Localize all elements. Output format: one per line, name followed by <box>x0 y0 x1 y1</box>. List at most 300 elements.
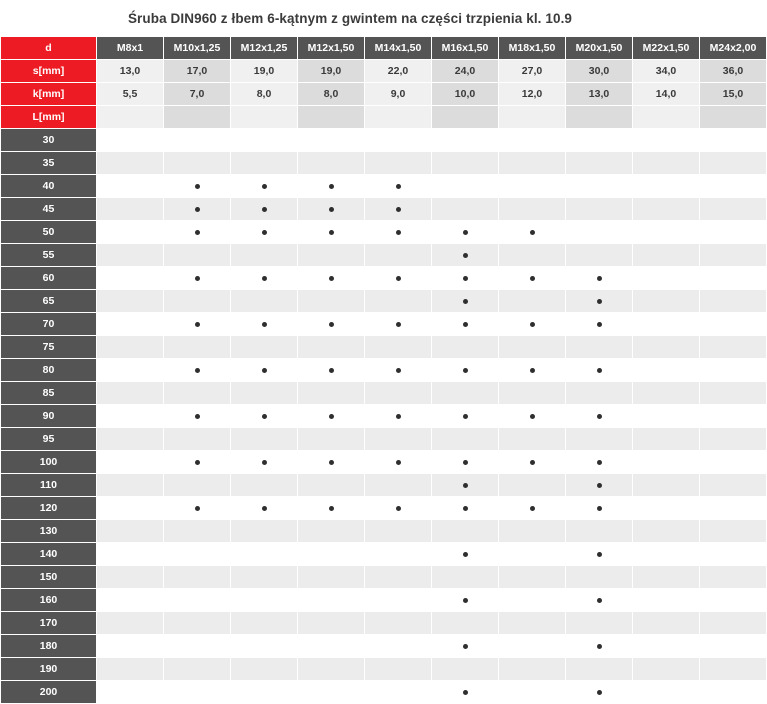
availability-cell-22-8 <box>633 635 700 658</box>
availability-cell-1-0 <box>97 152 164 175</box>
availability-dot <box>530 368 535 373</box>
k-value-8: 14,0 <box>633 83 700 106</box>
table-row <box>1 589 767 612</box>
availability-dot <box>195 276 200 281</box>
availability-cell-7-7 <box>566 290 633 313</box>
k-value-3: 8,0 <box>298 83 365 106</box>
availability-cell-13-5 <box>432 428 499 451</box>
table-row <box>1 336 767 359</box>
availability-cell-4-6 <box>499 221 566 244</box>
availability-cell-2-6 <box>499 175 566 198</box>
availability-cell-4-5 <box>432 221 499 244</box>
availability-cell-16-6 <box>499 497 566 520</box>
table-row <box>1 474 767 497</box>
availability-cell-15-7 <box>566 474 633 497</box>
availability-cell-21-5 <box>432 612 499 635</box>
availability-cell-14-1 <box>164 451 231 474</box>
L-header-spacer-8 <box>633 106 700 129</box>
availability-cell-15-0 <box>97 474 164 497</box>
row-label-k: k[mm] <box>1 83 97 106</box>
availability-cell-16-4 <box>365 497 432 520</box>
availability-cell-14-4 <box>365 451 432 474</box>
availability-dot <box>195 184 200 189</box>
availability-cell-23-2 <box>231 658 298 681</box>
table-header-row-d <box>1 37 767 60</box>
availability-dot <box>262 230 267 235</box>
column-header-0: M8x1 <box>97 37 164 60</box>
length-label-16: 120 <box>1 497 97 520</box>
availability-cell-2-8 <box>633 175 700 198</box>
L-header-spacer-3 <box>298 106 365 129</box>
availability-cell-6-4 <box>365 267 432 290</box>
table-row <box>1 244 767 267</box>
availability-cell-21-0 <box>97 612 164 635</box>
length-label-2: 40 <box>1 175 97 198</box>
length-label-24: 200 <box>1 681 97 704</box>
availability-dot <box>463 460 468 465</box>
availability-cell-6-3 <box>298 267 365 290</box>
length-label-19: 150 <box>1 566 97 589</box>
length-label-21: 170 <box>1 612 97 635</box>
availability-dot <box>463 690 468 695</box>
availability-cell-3-5 <box>432 198 499 221</box>
table-row <box>1 635 767 658</box>
availability-cell-15-6 <box>499 474 566 497</box>
availability-cell-13-3 <box>298 428 365 451</box>
availability-cell-19-1 <box>164 566 231 589</box>
length-label-14: 100 <box>1 451 97 474</box>
availability-cell-0-7 <box>566 129 633 152</box>
availability-cell-20-1 <box>164 589 231 612</box>
table-row <box>1 382 767 405</box>
availability-cell-10-3 <box>298 359 365 382</box>
availability-cell-5-0 <box>97 244 164 267</box>
s-value-1: 17,0 <box>164 60 231 83</box>
availability-cell-11-4 <box>365 382 432 405</box>
availability-cell-23-8 <box>633 658 700 681</box>
availability-cell-13-7 <box>566 428 633 451</box>
availability-cell-14-2 <box>231 451 298 474</box>
length-label-7: 65 <box>1 290 97 313</box>
L-header-spacer-7 <box>566 106 633 129</box>
column-header-1: M10x1,25 <box>164 37 231 60</box>
availability-cell-22-7 <box>566 635 633 658</box>
availability-cell-21-8 <box>633 612 700 635</box>
availability-cell-5-4 <box>365 244 432 267</box>
length-label-8: 70 <box>1 313 97 336</box>
table-row <box>1 497 767 520</box>
availability-cell-1-3 <box>298 152 365 175</box>
availability-dot <box>463 322 468 327</box>
availability-cell-4-4 <box>365 221 432 244</box>
availability-cell-19-8 <box>633 566 700 589</box>
availability-dot <box>329 184 334 189</box>
table-row <box>1 520 767 543</box>
availability-cell-20-9 <box>700 589 767 612</box>
availability-cell-17-1 <box>164 520 231 543</box>
availability-cell-23-0 <box>97 658 164 681</box>
availability-cell-2-0 <box>97 175 164 198</box>
availability-cell-8-9 <box>700 313 767 336</box>
column-header-2: M12x1,25 <box>231 37 298 60</box>
length-label-12: 90 <box>1 405 97 428</box>
availability-dot <box>597 644 602 649</box>
availability-cell-6-0 <box>97 267 164 290</box>
availability-cell-7-6 <box>499 290 566 313</box>
length-label-9: 75 <box>1 336 97 359</box>
table-row <box>1 221 767 244</box>
availability-dot <box>597 460 602 465</box>
availability-cell-19-9 <box>700 566 767 589</box>
availability-cell-19-7 <box>566 566 633 589</box>
availability-dot <box>195 322 200 327</box>
availability-dot <box>463 230 468 235</box>
availability-cell-5-1 <box>164 244 231 267</box>
availability-dot <box>262 368 267 373</box>
availability-dot <box>195 460 200 465</box>
availability-cell-1-4 <box>365 152 432 175</box>
s-value-2: 19,0 <box>231 60 298 83</box>
availability-dot <box>530 506 535 511</box>
availability-cell-8-7 <box>566 313 633 336</box>
availability-cell-23-7 <box>566 658 633 681</box>
availability-cell-14-0 <box>97 451 164 474</box>
availability-cell-22-5 <box>432 635 499 658</box>
availability-dot <box>597 276 602 281</box>
availability-cell-12-2 <box>231 405 298 428</box>
availability-dot <box>597 552 602 557</box>
availability-cell-11-7 <box>566 382 633 405</box>
availability-dot <box>329 460 334 465</box>
table-body <box>1 37 767 704</box>
table-row <box>1 313 767 336</box>
availability-cell-10-9 <box>700 359 767 382</box>
availability-cell-4-8 <box>633 221 700 244</box>
column-header-4: M14x1,50 <box>365 37 432 60</box>
availability-cell-18-0 <box>97 543 164 566</box>
availability-cell-4-3 <box>298 221 365 244</box>
availability-cell-1-8 <box>633 152 700 175</box>
column-header-5: M16x1,50 <box>432 37 499 60</box>
availability-cell-13-8 <box>633 428 700 451</box>
availability-cell-18-2 <box>231 543 298 566</box>
availability-dot <box>597 690 602 695</box>
column-header-3: M12x1,50 <box>298 37 365 60</box>
availability-cell-23-9 <box>700 658 767 681</box>
availability-cell-24-6 <box>499 681 566 704</box>
availability-cell-24-3 <box>298 681 365 704</box>
availability-dot <box>530 276 535 281</box>
availability-cell-8-4 <box>365 313 432 336</box>
availability-cell-12-7 <box>566 405 633 428</box>
table-row <box>1 359 767 382</box>
availability-cell-21-1 <box>164 612 231 635</box>
table-row-L-header <box>1 106 767 129</box>
availability-cell-15-5 <box>432 474 499 497</box>
k-value-1: 7,0 <box>164 83 231 106</box>
availability-cell-24-7 <box>566 681 633 704</box>
L-header-spacer-6 <box>499 106 566 129</box>
availability-cell-12-1 <box>164 405 231 428</box>
availability-cell-2-4 <box>365 175 432 198</box>
availability-dot <box>463 483 468 488</box>
availability-cell-8-3 <box>298 313 365 336</box>
table-row <box>1 267 767 290</box>
availability-dot <box>262 460 267 465</box>
table-row <box>1 405 767 428</box>
availability-dot <box>396 368 401 373</box>
s-value-4: 22,0 <box>365 60 432 83</box>
availability-cell-8-5 <box>432 313 499 336</box>
availability-cell-3-3 <box>298 198 365 221</box>
availability-dot <box>530 460 535 465</box>
availability-cell-18-6 <box>499 543 566 566</box>
availability-cell-22-3 <box>298 635 365 658</box>
availability-cell-6-6 <box>499 267 566 290</box>
availability-dot <box>195 506 200 511</box>
availability-dot <box>597 506 602 511</box>
availability-cell-13-2 <box>231 428 298 451</box>
s-value-8: 34,0 <box>633 60 700 83</box>
k-value-0: 5,5 <box>97 83 164 106</box>
availability-cell-3-8 <box>633 198 700 221</box>
availability-cell-13-4 <box>365 428 432 451</box>
availability-cell-12-8 <box>633 405 700 428</box>
availability-cell-19-3 <box>298 566 365 589</box>
availability-cell-22-2 <box>231 635 298 658</box>
table-row <box>1 428 767 451</box>
availability-cell-16-2 <box>231 497 298 520</box>
availability-dot <box>195 368 200 373</box>
availability-cell-9-8 <box>633 336 700 359</box>
availability-cell-19-5 <box>432 566 499 589</box>
availability-cell-21-3 <box>298 612 365 635</box>
availability-dot <box>463 299 468 304</box>
availability-dot <box>463 368 468 373</box>
L-header-spacer-2 <box>231 106 298 129</box>
availability-cell-9-6 <box>499 336 566 359</box>
availability-cell-22-1 <box>164 635 231 658</box>
length-label-20: 160 <box>1 589 97 612</box>
k-value-9: 15,0 <box>700 83 767 106</box>
availability-cell-24-2 <box>231 681 298 704</box>
availability-cell-13-1 <box>164 428 231 451</box>
availability-cell-21-2 <box>231 612 298 635</box>
L-header-spacer-5 <box>432 106 499 129</box>
availability-cell-11-5 <box>432 382 499 405</box>
length-label-15: 110 <box>1 474 97 497</box>
availability-cell-9-5 <box>432 336 499 359</box>
availability-dot <box>329 322 334 327</box>
s-value-6: 27,0 <box>499 60 566 83</box>
availability-cell-0-6 <box>499 129 566 152</box>
availability-cell-17-5 <box>432 520 499 543</box>
availability-cell-18-1 <box>164 543 231 566</box>
column-header-8: M22x1,50 <box>633 37 700 60</box>
availability-cell-6-5 <box>432 267 499 290</box>
availability-cell-7-2 <box>231 290 298 313</box>
k-value-6: 12,0 <box>499 83 566 106</box>
availability-cell-19-0 <box>97 566 164 589</box>
availability-cell-21-9 <box>700 612 767 635</box>
availability-dot <box>463 644 468 649</box>
availability-dot <box>396 207 401 212</box>
availability-cell-3-2 <box>231 198 298 221</box>
availability-cell-17-2 <box>231 520 298 543</box>
availability-cell-8-6 <box>499 313 566 336</box>
availability-cell-17-3 <box>298 520 365 543</box>
availability-cell-18-7 <box>566 543 633 566</box>
availability-cell-1-7 <box>566 152 633 175</box>
availability-cell-2-5 <box>432 175 499 198</box>
availability-dot <box>530 322 535 327</box>
availability-cell-19-4 <box>365 566 432 589</box>
availability-cell-24-5 <box>432 681 499 704</box>
availability-cell-22-9 <box>700 635 767 658</box>
availability-cell-10-4 <box>365 359 432 382</box>
availability-cell-11-3 <box>298 382 365 405</box>
availability-dot <box>262 322 267 327</box>
availability-cell-6-2 <box>231 267 298 290</box>
s-value-9: 36,0 <box>700 60 767 83</box>
availability-cell-17-0 <box>97 520 164 543</box>
availability-cell-2-9 <box>700 175 767 198</box>
availability-cell-18-5 <box>432 543 499 566</box>
availability-dot <box>597 483 602 488</box>
availability-cell-22-6 <box>499 635 566 658</box>
availability-cell-5-2 <box>231 244 298 267</box>
availability-cell-16-7 <box>566 497 633 520</box>
availability-cell-20-7 <box>566 589 633 612</box>
availability-cell-0-1 <box>164 129 231 152</box>
availability-cell-14-3 <box>298 451 365 474</box>
availability-cell-12-0 <box>97 405 164 428</box>
availability-cell-3-0 <box>97 198 164 221</box>
availability-cell-11-6 <box>499 382 566 405</box>
availability-cell-11-1 <box>164 382 231 405</box>
availability-cell-11-9 <box>700 382 767 405</box>
availability-cell-24-4 <box>365 681 432 704</box>
availability-cell-10-5 <box>432 359 499 382</box>
availability-cell-17-4 <box>365 520 432 543</box>
row-label-L: L[mm] <box>1 106 97 129</box>
s-value-0: 13,0 <box>97 60 164 83</box>
availability-cell-9-3 <box>298 336 365 359</box>
length-label-23: 190 <box>1 658 97 681</box>
availability-cell-12-5 <box>432 405 499 428</box>
specification-table <box>0 36 767 704</box>
availability-cell-4-0 <box>97 221 164 244</box>
availability-cell-1-6 <box>499 152 566 175</box>
availability-cell-16-5 <box>432 497 499 520</box>
column-header-9: M24x2,00 <box>700 37 767 60</box>
availability-cell-15-8 <box>633 474 700 497</box>
availability-cell-7-8 <box>633 290 700 313</box>
table-row-s <box>1 60 767 83</box>
availability-cell-22-4 <box>365 635 432 658</box>
availability-cell-15-2 <box>231 474 298 497</box>
row-label-s: s[mm] <box>1 60 97 83</box>
availability-cell-15-9 <box>700 474 767 497</box>
availability-cell-6-9 <box>700 267 767 290</box>
availability-cell-2-1 <box>164 175 231 198</box>
availability-cell-23-5 <box>432 658 499 681</box>
availability-cell-18-3 <box>298 543 365 566</box>
availability-dot <box>262 506 267 511</box>
availability-cell-3-7 <box>566 198 633 221</box>
table-row <box>1 566 767 589</box>
availability-cell-0-5 <box>432 129 499 152</box>
availability-cell-5-9 <box>700 244 767 267</box>
availability-cell-16-3 <box>298 497 365 520</box>
availability-cell-16-9 <box>700 497 767 520</box>
availability-cell-7-1 <box>164 290 231 313</box>
availability-dot <box>329 368 334 373</box>
length-label-1: 35 <box>1 152 97 175</box>
availability-cell-1-1 <box>164 152 231 175</box>
availability-cell-1-9 <box>700 152 767 175</box>
availability-dot <box>195 230 200 235</box>
availability-cell-3-1 <box>164 198 231 221</box>
availability-dot <box>463 414 468 419</box>
availability-cell-16-1 <box>164 497 231 520</box>
availability-dot <box>329 414 334 419</box>
length-label-18: 140 <box>1 543 97 566</box>
availability-dot <box>329 207 334 212</box>
availability-dot <box>530 230 535 235</box>
availability-cell-12-4 <box>365 405 432 428</box>
availability-cell-3-4 <box>365 198 432 221</box>
availability-cell-4-2 <box>231 221 298 244</box>
availability-cell-5-7 <box>566 244 633 267</box>
availability-cell-23-1 <box>164 658 231 681</box>
s-value-3: 19,0 <box>298 60 365 83</box>
availability-cell-6-1 <box>164 267 231 290</box>
availability-cell-0-8 <box>633 129 700 152</box>
availability-dot <box>396 276 401 281</box>
availability-cell-8-0 <box>97 313 164 336</box>
availability-cell-24-1 <box>164 681 231 704</box>
availability-cell-17-8 <box>633 520 700 543</box>
availability-cell-13-0 <box>97 428 164 451</box>
availability-cell-0-0 <box>97 129 164 152</box>
availability-dot <box>396 322 401 327</box>
k-value-2: 8,0 <box>231 83 298 106</box>
availability-cell-20-4 <box>365 589 432 612</box>
availability-dot <box>262 184 267 189</box>
availability-cell-4-7 <box>566 221 633 244</box>
availability-cell-18-4 <box>365 543 432 566</box>
availability-cell-11-0 <box>97 382 164 405</box>
table-row <box>1 612 767 635</box>
length-label-5: 55 <box>1 244 97 267</box>
availability-cell-23-6 <box>499 658 566 681</box>
availability-cell-0-9 <box>700 129 767 152</box>
availability-cell-22-0 <box>97 635 164 658</box>
availability-dot <box>396 184 401 189</box>
availability-cell-12-3 <box>298 405 365 428</box>
availability-cell-21-6 <box>499 612 566 635</box>
availability-cell-21-4 <box>365 612 432 635</box>
availability-dot <box>396 230 401 235</box>
availability-cell-15-4 <box>365 474 432 497</box>
length-label-11: 85 <box>1 382 97 405</box>
availability-cell-16-0 <box>97 497 164 520</box>
availability-cell-17-7 <box>566 520 633 543</box>
k-value-7: 13,0 <box>566 83 633 106</box>
availability-cell-7-0 <box>97 290 164 313</box>
availability-dot <box>597 322 602 327</box>
